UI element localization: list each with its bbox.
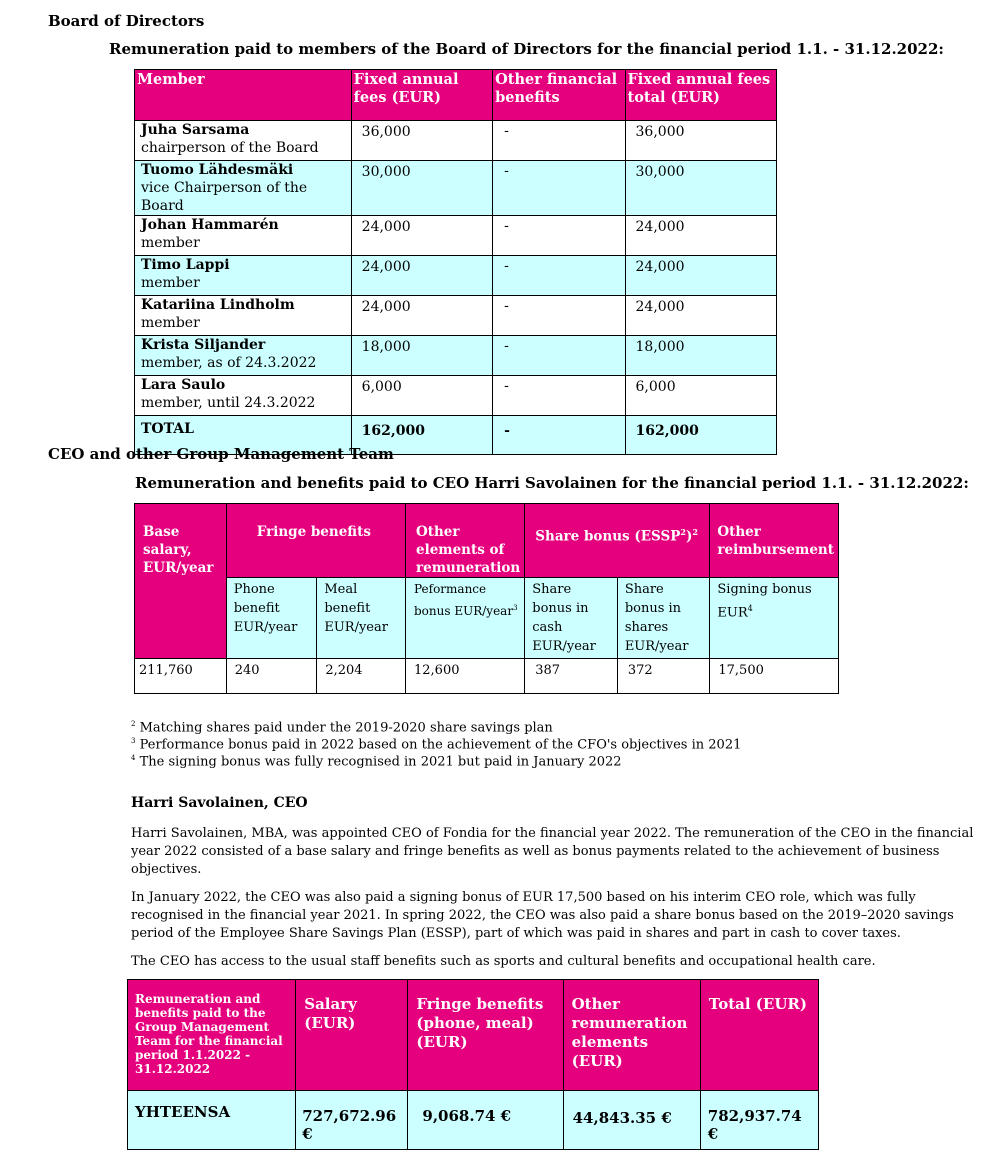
header-phone-benefit: Phone benefit EUR/year — [226, 578, 317, 659]
fixed-fee: 36,000 — [351, 121, 492, 161]
performance-bonus-footnote-ref: 3 — [513, 604, 518, 612]
share-bonus-shares-value: 372 — [617, 659, 710, 694]
table-row — [135, 216, 777, 256]
footnote — [131, 750, 622, 770]
performance-bonus-label: Peformance bonus EUR/year — [414, 582, 514, 618]
other-benefit: - — [493, 296, 625, 336]
table-row — [135, 336, 777, 376]
fee-total: 30,000 — [625, 161, 776, 216]
share-bonus-sup: 2 — [680, 527, 686, 537]
bio-paragraph: The CEO has access to the usual staff benefits such as sports and cultural benefits and occupational health care. — [131, 954, 876, 969]
gmt-header-description: Remuneration and benefits paid to the Group Management Team for the financial period 1.1.2022 - 31.12.2022 — [128, 980, 296, 1091]
table-row — [135, 161, 777, 216]
fixed-fee: 6,000 — [351, 376, 492, 416]
gmt-remuneration-table — [127, 979, 819, 1150]
header-share-bonus-shares: Share bonus in shares EUR/year — [617, 578, 710, 659]
member-role: chairperson of the Board — [141, 140, 319, 156]
total-label: TOTAL — [135, 416, 352, 455]
signing-bonus-value: 17,500 — [710, 659, 839, 694]
gmt-header-salary: Salary (EUR) — [296, 980, 408, 1091]
footnote-text: Matching shares paid under the 2019-2020 share savings plan — [139, 720, 553, 736]
board-header-other-benefits: Other financial benefits — [493, 70, 625, 121]
member-role: vice Chairperson of the Board — [141, 180, 308, 214]
gmt-other-value: 44,843.35 € — [563, 1091, 700, 1150]
fixed-fee: 24,000 — [351, 216, 492, 256]
fixed-fee: 24,000 — [351, 296, 492, 336]
board-header-fixed-fees: Fixed annual fees (EUR) — [351, 70, 492, 121]
fixed-fee: 24,000 — [351, 256, 492, 296]
ceo-table-title: Remuneration and benefits paid to CEO Harri Savolainen for the financial period 1.1. - 31.12.2022: — [135, 474, 969, 492]
table-row — [128, 1091, 819, 1150]
member-name: Timo Lappi — [141, 257, 230, 273]
footnote-mark: 4 — [131, 754, 136, 762]
footnote-mark: 3 — [131, 737, 136, 745]
other-benefit: - — [493, 216, 625, 256]
gmt-total-value: 782,937.74 € — [700, 1091, 818, 1150]
performance-bonus-value: 12,600 — [406, 659, 525, 694]
member-role: member, as of 24.3.2022 — [141, 355, 317, 371]
fixed-fee: 18,000 — [351, 336, 492, 376]
total-fees-total: 162,000 — [625, 416, 776, 455]
header-base-salary: Base salary, EUR/year — [135, 504, 227, 659]
gmt-salary-value: 727,672.96 € — [296, 1091, 408, 1150]
bio-paragraph: Harri Savolainen, MBA, was appointed CEO of Fondia for the financial year 2022. The remuneration of the CEO in the financial year 2022 consisted of a base salary and fringe benefits as well as bonus payments related to the achievement of business objectives. — [131, 826, 974, 877]
fee-total: 24,000 — [625, 256, 776, 296]
other-benefit: - — [493, 336, 625, 376]
ceo-bio-text — [131, 825, 981, 971]
other-benefit: - — [493, 256, 625, 296]
share-bonus-close: ) — [685, 528, 693, 545]
footnote-text: Performance bonus paid in 2022 based on the achievement of the CFO's objectives in 2021 — [139, 737, 742, 753]
table-row — [135, 296, 777, 336]
total-other: - — [493, 416, 625, 455]
gmt-fringe-value: 9,068.74 € — [408, 1091, 563, 1150]
header-meal-benefit: Meal benefit EUR/year — [317, 578, 406, 659]
meal-benefit-value: 2,204 — [317, 659, 406, 694]
signing-bonus-footnote-ref: 4 — [747, 604, 753, 613]
header-performance-bonus — [406, 578, 525, 659]
table-row — [135, 121, 777, 161]
member-name: Katariina Lindholm — [141, 297, 295, 313]
board-header-fees-total: Fixed annual fees total (EUR) — [625, 70, 776, 121]
ceo-bio-title: Harri Savolainen, CEO — [131, 795, 308, 811]
gmt-header-fringe: Fringe benefits (phone, meal) (EUR) — [408, 980, 563, 1091]
member-name: Krista Siljander — [141, 337, 266, 353]
member-role: member — [141, 315, 200, 331]
footnote-mark: 2 — [131, 720, 136, 728]
share-bonus-cash-value: 387 — [525, 659, 618, 694]
member-role: member, until 24.3.2022 — [141, 395, 316, 411]
gmt-header-total: Total (EUR) — [700, 980, 818, 1091]
share-bonus-footnote-ref: 2 — [692, 527, 698, 537]
total-fee: 162,000 — [351, 416, 492, 455]
table-row — [135, 256, 777, 296]
header-signing-bonus — [710, 578, 839, 659]
board-header-member: Member — [135, 70, 352, 121]
header-other-elements: Other elements of remuneration — [406, 504, 525, 578]
other-benefit: - — [493, 121, 625, 161]
fee-total: 36,000 — [625, 121, 776, 161]
signing-bonus-label: Signing bonus EUR — [717, 582, 812, 621]
fee-total: 6,000 — [625, 376, 776, 416]
footnote-text: The signing bonus was fully recognised in 2021 but paid in January 2022 — [139, 754, 622, 770]
table-row — [135, 376, 777, 416]
other-benefit: - — [493, 161, 625, 216]
member-role: member — [141, 235, 200, 251]
bio-paragraph: In January 2022, the CEO was also paid a signing bonus of EUR 17,500 based on his interim CEO role, which was fully recognised in the financial year 2021. In spring 2022, the CEO was also paid a share bonus based on the 2019–2020 savings period of the Employee Share Savings Plan (ESSP), part of which was paid in shares and part in cash to cover taxes. — [131, 890, 954, 941]
member-name: Tuomo Lähdesmäki — [141, 162, 294, 178]
board-remuneration-table — [134, 69, 777, 455]
gmt-total-label: YHTEENSA — [128, 1091, 296, 1150]
member-name: Lara Saulo — [141, 377, 226, 393]
member-name: Johan Hammarén — [141, 217, 279, 233]
fee-total: 24,000 — [625, 296, 776, 336]
fee-total: 24,000 — [625, 216, 776, 256]
header-share-bonus — [525, 504, 710, 578]
phone-benefit-value: 240 — [226, 659, 317, 694]
fee-total: 18,000 — [625, 336, 776, 376]
board-table-title: Remuneration paid to members of the Board of Directors for the financial period 1.1. - 31.12.2022: — [109, 40, 944, 58]
member-name: Juha Sarsama — [141, 122, 250, 138]
other-benefit: - — [493, 376, 625, 416]
ceo-remuneration-table — [134, 503, 839, 694]
ceo-section-title: CEO and other Group Management Team — [48, 445, 394, 463]
fixed-fee: 30,000 — [351, 161, 492, 216]
member-role: member — [141, 275, 200, 291]
gmt-header-other: Other remuneration elements (EUR) — [563, 980, 700, 1091]
header-fringe-benefits: Fringe benefits — [226, 504, 405, 578]
share-bonus-label: Share bonus (ESSP — [535, 528, 681, 545]
base-salary-value: 211,760 — [135, 659, 227, 694]
header-share-bonus-cash: Share bonus in cash EUR/year — [525, 578, 618, 659]
table-row — [135, 659, 839, 694]
board-section-title: Board of Directors — [48, 12, 205, 30]
header-other-reimbursement: Other reimbursement — [710, 504, 839, 578]
